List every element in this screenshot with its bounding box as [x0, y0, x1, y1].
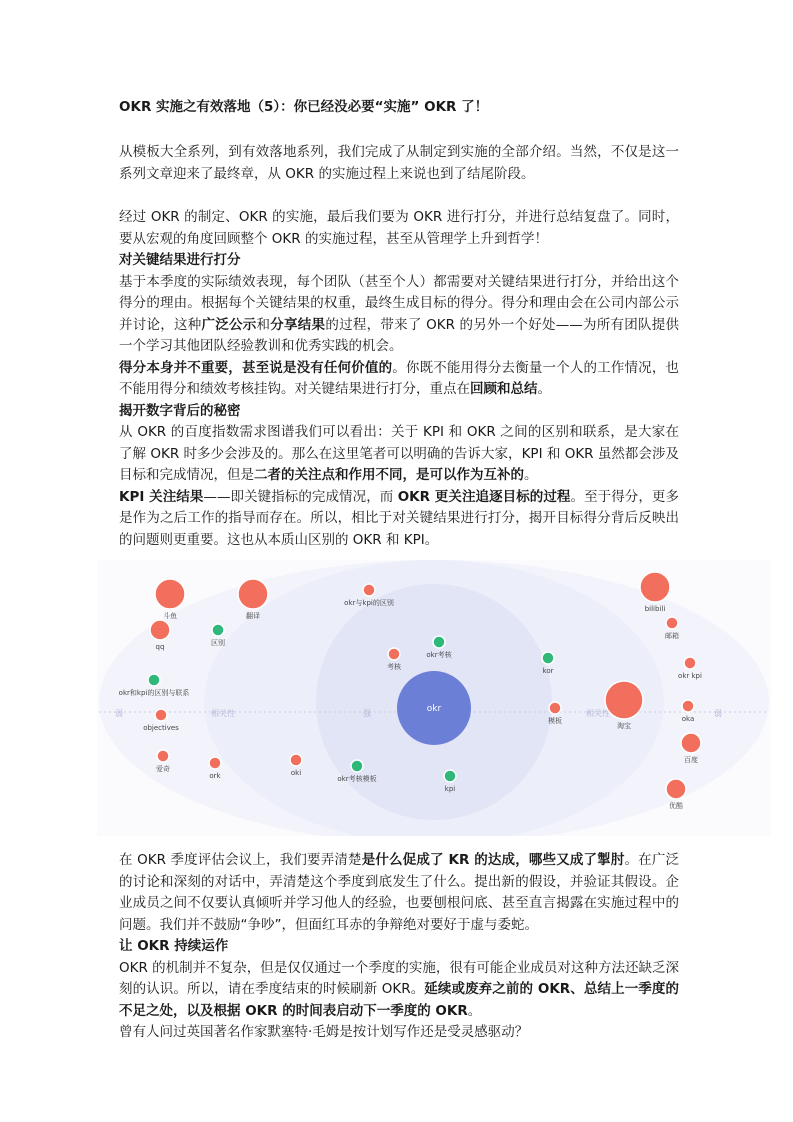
article-title: OKR 实施之有效落地（5）：你已经没必要“实施” OKR 了！ [119, 99, 489, 115]
graph-node-8 [155, 709, 167, 721]
graph-node-5 [388, 648, 400, 660]
graph-node-label-16: 淘宝 [617, 722, 631, 730]
graph-node-label-3: 区别 [211, 639, 225, 647]
graph-node-7 [148, 674, 160, 686]
graph-node-label-5: 考核 [387, 663, 401, 671]
graph-node-label-8: objectives [143, 724, 179, 732]
graph-node-20 [682, 700, 694, 712]
axis-label-weak-left: 弱 [115, 709, 123, 718]
section-heading-secret: 揭开数字背后的秘密 [119, 402, 241, 419]
graph-node-19 [684, 657, 696, 669]
graph-node-label-21: 百度 [684, 756, 698, 764]
graph-node-label-11: oki [290, 769, 302, 777]
graph-node-4 [363, 584, 375, 596]
graph-node-11 [290, 754, 302, 766]
graph-node-label-7: okr和kpi的区别与联系 [118, 689, 190, 697]
graph-node-21 [681, 733, 701, 753]
graph-node-label-13: kpi [444, 785, 456, 793]
demand-graph [97, 560, 771, 836]
graph-node-10 [209, 757, 221, 769]
graph-node-0 [155, 579, 185, 609]
graph-node-label-14: kor [542, 667, 554, 675]
graph-node-label-1: 翻译 [246, 612, 260, 620]
axis-label-weak-right: 弱 [714, 709, 722, 718]
graph-node-label-18: 邮箱 [665, 632, 679, 640]
graph-node-label-4: okr与kpi的区别 [344, 599, 394, 607]
axis-label-strong-left: 强 [363, 709, 371, 718]
graph-node-label-0: 斗鱼 [163, 612, 177, 620]
graph-node-18 [666, 617, 678, 629]
graph-node-22 [666, 779, 686, 799]
graph-node-2 [150, 620, 170, 640]
axis-label-relevance-left: 相关性 [211, 709, 235, 718]
graph-node-label-10: ork [209, 772, 221, 780]
intro-paragraph: 从模板大全系列，到有效落地系列，我们完成了从制定到实施的全部介绍。当然，不仅是这一系列文章迎来了最终章，从 OKR 的实施过程上来说也到了结尾阶段。 [119, 144, 679, 182]
graph-node-3 [212, 624, 224, 636]
graph-node-6 [433, 636, 445, 648]
document-page [115, 98, 722, 1044]
section-heading-continue: 让 OKR 持续运作 [119, 938, 229, 954]
graph-node-13 [444, 770, 456, 782]
section-heading-scoring: 对关键结果进行打分 [119, 252, 241, 268]
graph-node-label-19: okr kpi [678, 672, 702, 680]
graph-node-12 [351, 760, 363, 772]
scoring-paragraph-1: 基于本季度的实际绩效表现，每个团队（甚至个人）都需要对关键结果进行打分，并给出这个得分的理由。根据每个关键结果的权重，最终生成目标的得分。得分和理由会在公司内部公示并讨论，这种广泛公示和分享结果的过程，带来了 OKR 的另外一个好处——为所有团队提供一个学习其他团队经验教训和优秀实践的机会。 [119, 273, 680, 354]
secret-paragraph-2: KPI 关注结果——即关键指标的完成情况，而 OKR 更关注追逐目标的过程。至于得分，更多是作为之后工作的指导而存在。所以，相比于对关键结果进行打分，揭开目标得分背后反映出的问题则更重要。这也从本质山区别的 OKR 和 KPI。 [119, 488, 679, 548]
closing-paragraph: 曾有人问过英国著名作家默塞特·毛姆是按计划写作还是受灵感驱动？ [119, 1024, 529, 1040]
axis-label-relevance-right: 相关性 [586, 709, 610, 718]
graph-node-label-17: bilibili [644, 605, 666, 613]
graph-node-9 [157, 750, 169, 762]
demand-graph-figure [97, 560, 771, 836]
graph-node-17 [640, 572, 670, 602]
graph-node-label-12: okr考核模板 [337, 775, 377, 783]
graph-node-label-20: oka [681, 715, 695, 723]
graph-node-16 [605, 681, 643, 719]
scoring-paragraph-2: 得分本身并不重要，甚至说是没有任何价值的。你既不能用得分去衡量一个人的工作情况，也不能用得分和绩效考核挂钩。对关键结果进行打分，重点在回顾和总结。 [119, 359, 679, 397]
center-node-label: okr [426, 704, 442, 714]
graph-node-15 [549, 702, 561, 714]
graph-node-label-6: okr考核 [426, 651, 452, 659]
graph-node-label-22: 优酷 [669, 802, 683, 810]
review-paragraph: 在 OKR 季度评估会议上，我们要弄清楚是什么促成了 KR 的达成，哪些又成了掣肘。在广泛的讨论和深刻的对话中，弄清楚这个季度到底发生了什么。提出新的假设，并验证其假设。企业成员之间不仅要认真倾听并学习他人的经验，也要刨根问底、甚至直言揭露在实施过程中的问题。我们并不鼓励“争吵”，但面红耳赤的争辩绝对要好于虚与委蛇。 [119, 852, 679, 933]
graph-node-label-15: 模板 [548, 717, 562, 725]
graph-node-label-2: qq [155, 643, 165, 651]
graph-node-1 [238, 579, 268, 609]
graph-node-14 [542, 652, 554, 664]
secret-paragraph-1: 从 OKR 的百度指数需求图谱我们可以看出：关于 KPI 和 OKR 之间的区别和联系，是大家在了解 OKR 时多少会涉及的。那么在这里笔者可以明确的告诉大家，KPI 和 OKR 虽然都会涉及目标和完成情况，但是二者的关注点和作用不同，是可以作为互补的。 [119, 424, 679, 483]
continue-paragraph: OKR 的机制并不复杂，但是仅仅通过一个季度的实施，很有可能企业成员对这种方法还缺乏深刻的认识。所以，请在季度结束的时候刷新 OKR。延续或废弃之前的 OKR、总结上一季度的不足之处，以及根据 OKR 的时间表启动下一季度的 OKR。 [119, 959, 679, 1019]
intro-paragraph-2: 经过 OKR 的制定、OKR 的实施，最后我们要为 OKR 进行打分，并进行总结复盘了。同时，要从宏观的角度回顾整个 OKR 的实施过程，甚至从管理学上升到哲学！ [119, 209, 679, 247]
graph-node-label-9: 爱奇 [156, 765, 170, 773]
